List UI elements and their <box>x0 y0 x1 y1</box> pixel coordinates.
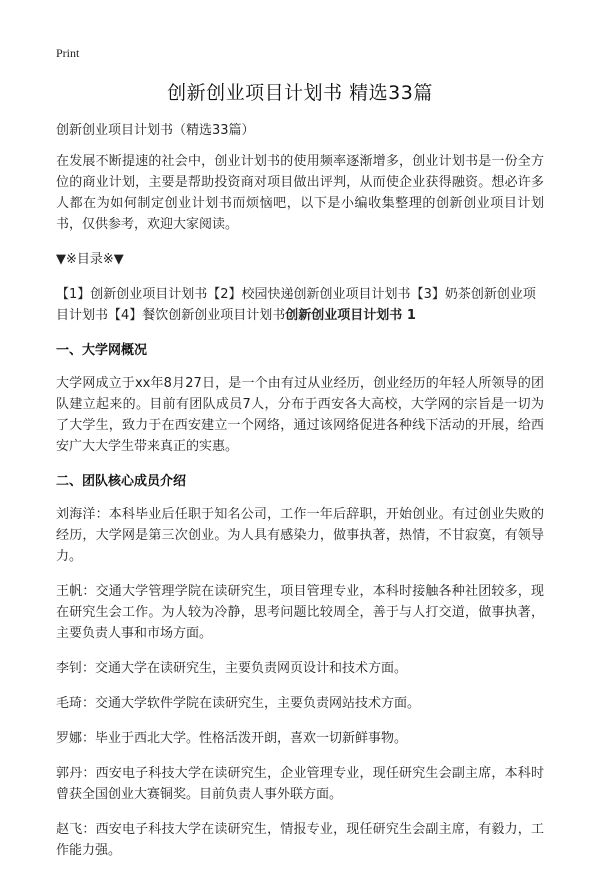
print-link[interactable]: Print <box>56 46 80 60</box>
toc-link-3[interactable]: 【3】奶茶创新创业项目计划书 <box>56 287 536 323</box>
article-body <box>56 120 544 875</box>
member-paragraph: 毛琦：交通大学软件学院在读研究生，主要负责网站技术方面。 <box>56 696 421 711</box>
toc-link-4[interactable]: 【4】餐饮创新创业项目计划书 <box>108 308 286 323</box>
section-heading-team: 二、团队核心成员介绍 <box>56 474 187 489</box>
member-paragraph: 赵飞：西安电子科技大学在读研究生，情报专业，现任研究生会副主席，有毅力，工作能力强。 <box>56 822 544 858</box>
page-title: 创新创业项目计划书 精选33篇 <box>167 82 433 104</box>
toc-heading: ▼※目录※▼ <box>56 252 124 267</box>
toc-link-1[interactable]: 【1】创新创业项目计划书 <box>56 287 208 302</box>
member-paragraph: 罗娜：毕业于西北大学。性格活泼开朗，喜欢一切新鲜事物。 <box>56 731 408 746</box>
member-paragraph: 王帆：交通大学管理学院在读研究生，项目管理专业，本科时接触各种社团较多，现在研究生会工作。为人较为冷静，思考问题比较周全，善于与人打交道，做事执著，主要负责人事和市场方面。 <box>56 584 544 641</box>
toc-link-2[interactable]: 【2】校园快递创新创业项目计划书 <box>207 287 411 302</box>
section-title-inline: 创新创业项目计划书 1 <box>285 308 416 323</box>
section-heading-overview: 一、大学网概况 <box>56 343 148 358</box>
member-paragraph: 刘海洋：本科毕业后任职于知名公司，工作一年后辞职，开始创业。有过创业失败的经历，大学网是第三次创业。为人具有感染力，做事执著，热情，不甘寂寞，有领导力。 <box>56 507 544 564</box>
member-paragraph: 李钊：交通大学在读研究生，主要负责网页设计和技术方面。 <box>56 661 408 676</box>
member-paragraph: 郭丹：西安电子科技大学在读研究生，企业管理专业，现任研究生会副主席，本科时曾获全国创业大赛铜奖。目前负责人事外联方面。 <box>56 766 544 802</box>
article-subtitle: 创新创业项目计划书（精选33篇） <box>56 123 255 138</box>
table-of-contents <box>56 284 544 326</box>
intro-paragraph: 在发展不断提速的社会中，创业计划书的使用频率逐渐增多，创业计划书是一份全方位的商业计划，主要是帮助投资商对项目做出评判，从而使企业获得融资。想必许多人都在为如何制定创业计划书而烦恼吧，以下是小编收集整理的创新创业项目计划书，仅供参考，欢迎大家阅读。 <box>56 154 544 232</box>
overview-paragraph: 大学网成立于xx年8月27日，是一个由有过从业经历，创业经历的年轻人所领导的团队建立起来的。目前有团队成员7人，分布于西安各大高校，大学网的宗旨是一切为了大学生，致力于在西安建立一个网络，通过该网络促进各种线下活动的开展，给西安广大大学生带来真正的实惠。 <box>56 376 544 454</box>
